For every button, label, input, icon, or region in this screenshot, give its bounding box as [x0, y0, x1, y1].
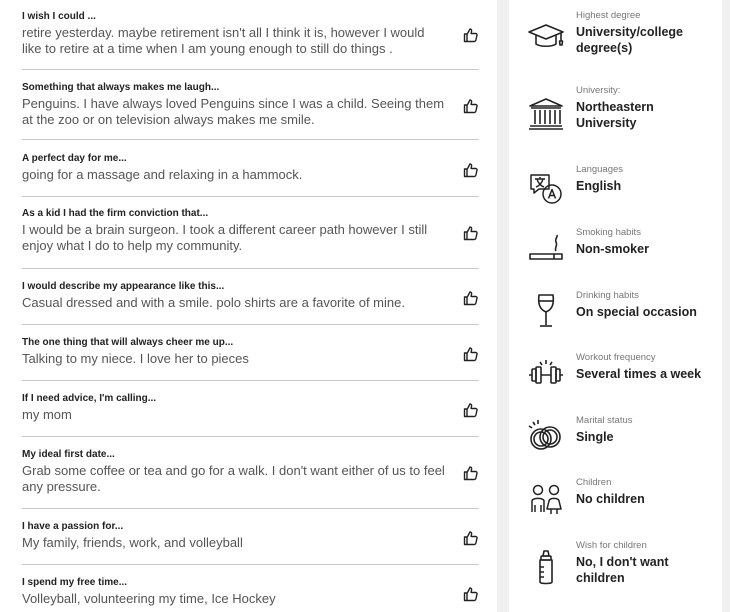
prompt-question: A perfect day for me... — [22, 153, 127, 164]
thumbs-up-icon[interactable] — [463, 586, 479, 602]
divider — [22, 69, 479, 70]
divider — [22, 268, 479, 269]
detail-label: University: — [576, 85, 621, 96]
divider — [22, 324, 479, 325]
detail-label: Smoking habits — [576, 227, 641, 238]
thumbs-up-icon[interactable] — [463, 465, 479, 481]
detail-value: Non-smoker — [576, 242, 649, 256]
divider — [22, 196, 479, 197]
thumbs-up-icon[interactable] — [463, 27, 479, 43]
detail-value: Single — [576, 430, 614, 444]
prompt-answer: Penguins. I have always loved Penguins since I was a child. Seeing them at the zoo or on television always makes me smile. — [22, 96, 445, 127]
prompt-question: I wish I could ... — [22, 11, 96, 22]
university-building-icon — [527, 95, 565, 133]
prompt-answer: retire yesterday. maybe retirement isn't all I think it is, however I would like to retire at a time when I am young enough to still do things . — [22, 25, 425, 56]
detail-label: Children — [576, 477, 612, 488]
prompt-answer: Talking to my niece. I love her to pieces — [22, 351, 249, 366]
prompt-answer: Grab some coffee or tea and go for a walk. I don't want either of us to feel any pressure. — [22, 463, 445, 494]
thumbs-up-icon[interactable] — [463, 346, 479, 362]
rings-icon — [527, 417, 565, 455]
thumbs-up-icon[interactable] — [463, 98, 479, 114]
prompt-question: I have a passion for... — [22, 521, 124, 532]
prompt-answer: My family, friends, work, and volleyball — [22, 535, 243, 550]
detail-value: No, I don't want children — [576, 555, 669, 585]
prompt-question: If I need advice, I'm calling... — [22, 393, 157, 404]
prompt-question: As a kid I had the firm conviction that... — [22, 208, 209, 219]
prompt-question: I spend my free time... — [22, 577, 128, 588]
prompt-question: The one thing that will always cheer me up... — [22, 337, 234, 348]
detail-value: No children — [576, 492, 645, 506]
thumbs-up-icon[interactable] — [463, 290, 479, 306]
prompt-question: I would describe my appearance like this... — [22, 281, 225, 292]
divider — [22, 508, 479, 509]
children-icon — [527, 481, 565, 519]
thumbs-up-icon[interactable] — [463, 162, 479, 178]
prompt-answer: Casual dressed and with a smile. polo shirts are a favorite of mine. — [22, 295, 405, 310]
detail-label: Workout frequency — [576, 352, 656, 363]
thumbs-up-icon[interactable] — [463, 530, 479, 546]
prompt-answer: going for a massage and relaxing in a hammock. — [22, 167, 303, 182]
translate-icon — [527, 169, 565, 207]
profile-details-panel — [509, 0, 722, 612]
divider — [22, 564, 479, 565]
prompt-question: My ideal first date... — [22, 449, 115, 460]
detail-value: Northeastern University — [576, 100, 654, 130]
baby-bottle-icon — [527, 548, 565, 586]
detail-label: Wish for children — [576, 540, 647, 551]
detail-value: Several times a week — [576, 367, 702, 381]
thumbs-up-icon[interactable] — [463, 225, 479, 241]
prompt-answer: my mom — [22, 407, 72, 422]
detail-label: Marital status — [576, 415, 633, 426]
detail-value: On special occasion — [576, 305, 697, 319]
prompt-answer: Volleyball, volunteering my time, Ice Hockey — [22, 591, 276, 606]
wine-glass-icon — [527, 292, 565, 330]
dumbbell-icon — [527, 356, 565, 394]
prompt-question: Something that always makes me laugh... — [22, 82, 220, 93]
detail-value: English — [576, 179, 622, 193]
divider — [22, 139, 479, 140]
cigarette-icon — [527, 232, 565, 270]
divider — [22, 380, 479, 381]
graduation-cap-icon — [527, 18, 565, 56]
prompt-answer: I would be a brain surgeon. I took a different career path however I still enjoy what I do to help my community. — [22, 222, 428, 253]
divider — [22, 436, 479, 437]
detail-value: University/college degree(s) — [576, 25, 683, 55]
detail-label: Highest degree — [576, 10, 641, 21]
detail-label: Languages — [576, 164, 624, 175]
thumbs-up-icon[interactable] — [463, 402, 479, 418]
detail-label: Drinking habits — [576, 290, 639, 301]
